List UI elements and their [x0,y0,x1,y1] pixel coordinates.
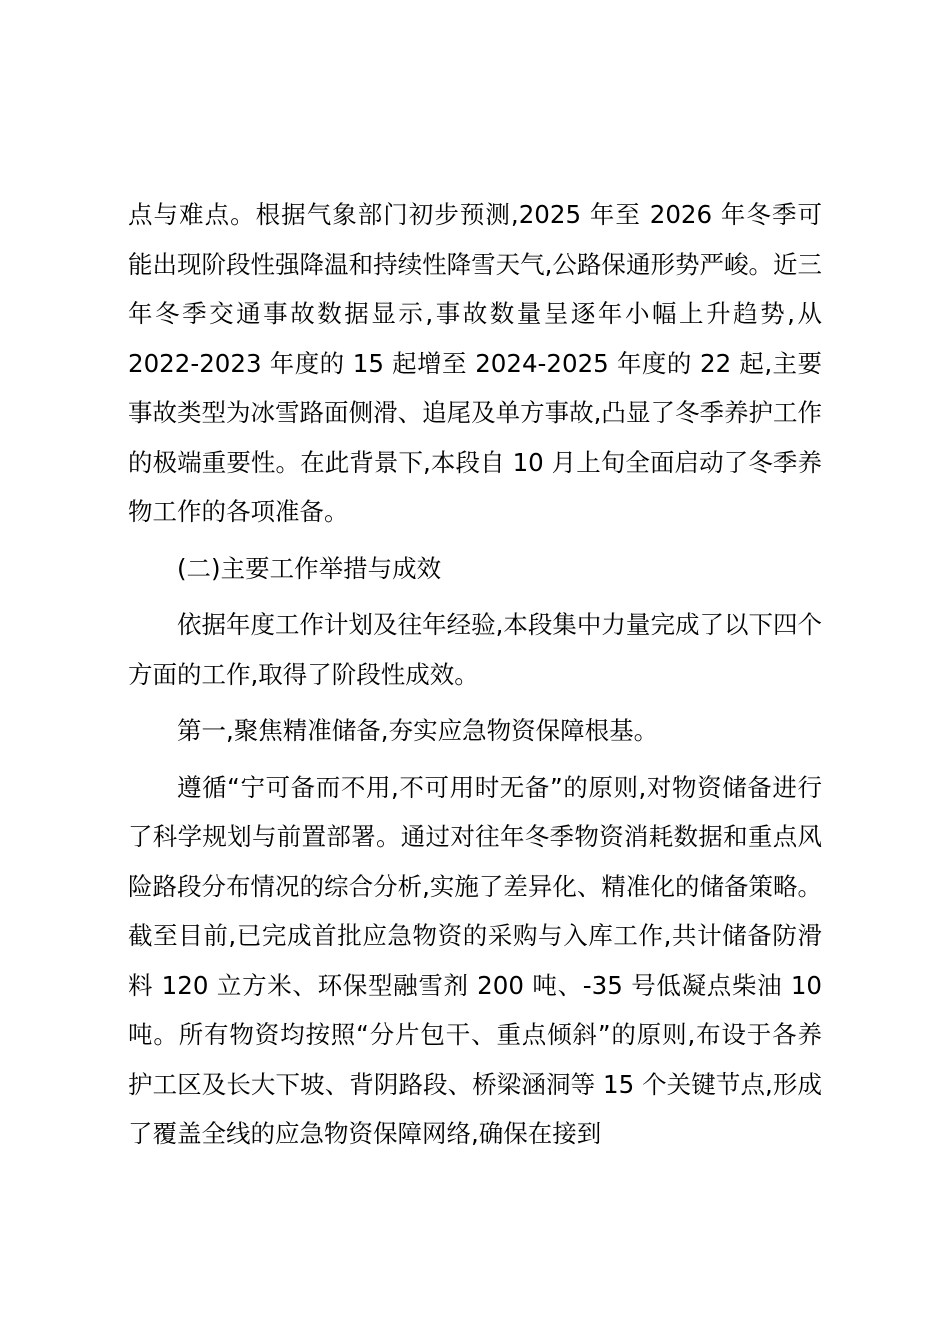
section-heading: (二)主要工作举措与成效 [177,553,442,583]
paragraph-reserves: 遵循“宁可备而不用,不可用时无备”的原则,对物资储备进行了科学规划与前置部署。通过对往年冬季物资消耗数据和重点风险路段分布情况的综合分析,实施了差异化、精准化的储备策略。截至目前,已完成首批应急物资的采购与入库工作,共计储备防滑料 120 立方米、环保型融雪剂 200 吨、-35 号低凝点柴油 10 吨。所有物资均按照“分片包干、重点倾斜”的原则,布设于各养护工区及长大下坡、背阴路段、桥梁涵洞等 15 个关键节点,形成了覆盖全线的应急物资保障网络,确保在接到 [128,772,822,1148]
subheading-first: 第一,聚焦精准储备,夯实应急物资保障根基。 [177,716,659,745]
paragraph-continuation: 点与难点。根据气象部门初步预测,2025 年至 2026 年冬季可能出现阶段性强降温和持续性降雪天气,公路保通形势严峻。近三年冬季交通事故数据显示,事故数量呈逐年小幅上升趋势,从 2022-2023 年度的 15 起增至 2024-2025 年度的 22 起,主要事故类型为冰雪路面侧滑、追尾及单方事故,凸显了冬季养护工作的极端重要性。在此背景下,本段自 10 月上旬全面启动了冬季养物工作的各项准备。 [128,200,822,526]
document-body [128,190,822,1166]
paragraph-intro: 依据年度工作计划及往年经验,本段集中力量完成了以下四个方面的工作,取得了阶段性成效。 [128,610,822,689]
